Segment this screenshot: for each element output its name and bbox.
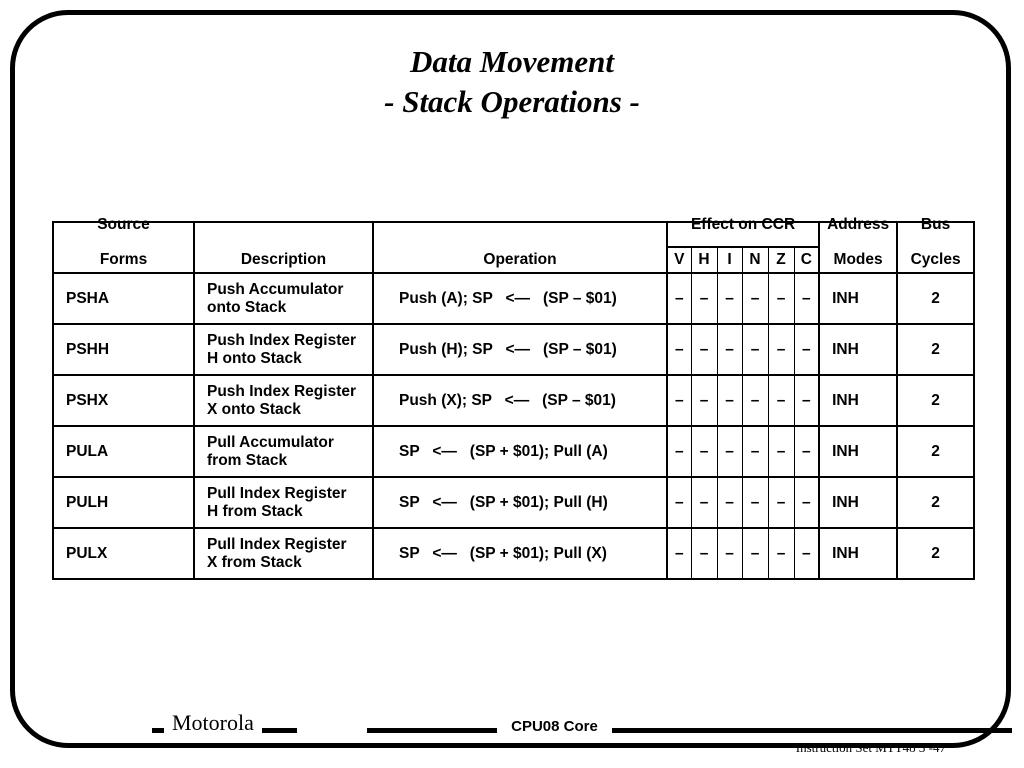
flag-n: – [742,375,768,426]
operation-cell: SP <— (SP + $01); Pull (H) [373,477,667,528]
address-mode: INH [819,375,897,426]
flag-z: – [768,528,794,579]
header-row-top [53,222,974,247]
header-bus-top [897,216,974,247]
description-line2: X onto Stack [207,400,301,418]
flag-z: – [768,375,794,426]
bus-cycles: 2 [897,375,974,426]
table-row [53,273,974,324]
flag-i: – [717,426,742,477]
flag-c: – [794,528,819,579]
header-address-top [819,216,897,247]
header-flag-h: H [691,247,717,273]
operation-cell: Push (X); SP <— (SP – $01) [373,375,667,426]
description-line1: Push Accumulator [207,280,344,298]
flag-n: – [742,528,768,579]
address-mode: INH [819,324,897,375]
source-form: PSHA [53,273,194,324]
header-bus-line1: Bus [920,216,951,233]
flag-v: – [667,273,691,324]
flag-c: – [794,426,819,477]
table-row [53,528,974,579]
flag-i: – [717,477,742,528]
flag-h: – [691,375,717,426]
bus-cycles: 2 [897,426,974,477]
header-bus-line2: Cycles [897,247,974,273]
instruction-table [52,216,975,580]
slide-subtitle: - Stack Operations - [384,84,640,119]
flag-z: – [768,324,794,375]
operation-cell: Push (A); SP <— (SP – $01) [373,273,667,324]
header-description: Description [194,247,373,273]
flag-n: – [742,477,768,528]
flag-v: – [667,375,691,426]
table-row [53,426,974,477]
bus-cycles: 2 [897,324,974,375]
source-form: PULX [53,528,194,579]
flag-h: – [691,477,717,528]
description-line2: X from Stack [207,553,302,571]
flag-v: – [667,528,691,579]
flag-c: – [794,324,819,375]
source-form: PSHX [53,375,194,426]
description-line2: onto Stack [207,298,287,316]
header-address-line2: Modes [819,247,897,273]
header-operation: Operation [373,247,667,273]
description-line1: Pull Index Register [207,484,347,502]
flag-i: – [717,324,742,375]
description-cell [194,477,373,528]
source-form: PULH [53,477,194,528]
description-line2: H from Stack [207,502,303,520]
flag-h: – [691,324,717,375]
address-mode: INH [819,273,897,324]
flag-i: – [717,273,742,324]
description-line1: Push Index Register [207,331,357,349]
flag-n: – [742,324,768,375]
header-flag-n: N [742,247,768,273]
bus-cycles: 2 [897,528,974,579]
operation-cell: SP <— (SP + $01); Pull (X) [373,528,667,579]
description-line2: H onto Stack [207,349,302,367]
footer-brand: Motorola [164,710,262,736]
flag-h: – [691,273,717,324]
source-form: PSHH [53,324,194,375]
header-operation-top [373,222,667,247]
description-line1: Push Index Register [207,382,357,400]
slide-title: Data Movement [409,44,615,79]
footer-page-number: Instruction Set MTT48 3 -47 [795,740,946,755]
flag-z: – [768,426,794,477]
flag-n: – [742,273,768,324]
footer-rule-center-left [367,728,497,733]
flag-z: – [768,273,794,324]
operation-cell: SP <— (SP + $01); Pull (A) [373,426,667,477]
header-flag-z: Z [768,247,794,273]
header-source-line1: Source [97,216,150,233]
description-cell [194,426,373,477]
address-mode: INH [819,477,897,528]
bus-cycles: 2 [897,273,974,324]
description-line1: Pull Index Register [207,535,347,553]
flag-c: – [794,477,819,528]
table-row [53,375,974,426]
description-cell [194,324,373,375]
operation-cell: Push (H); SP <— (SP – $01) [373,324,667,375]
footer-course-title: CPU08 Core [511,718,598,735]
flag-v: – [667,324,691,375]
header-flag-c: C [794,247,819,273]
header-ccr-label: Effect on CCR [690,216,796,233]
header-flag-i: I [717,247,742,273]
flag-i: – [717,375,742,426]
header-source-line2: Forms [53,247,194,273]
bus-cycles: 2 [897,477,974,528]
description-line2: from Stack [207,451,288,469]
flag-z: – [768,477,794,528]
header-flag-v: V [667,247,691,273]
flag-v: – [667,426,691,477]
flag-c: – [794,375,819,426]
flag-v: – [667,477,691,528]
header-source-top [53,216,194,247]
source-form: PULA [53,426,194,477]
address-mode: INH [819,528,897,579]
address-mode: INH [819,426,897,477]
description-cell [194,375,373,426]
header-address-line1: Address [827,216,890,233]
header-description-top [194,222,373,247]
flag-i: – [717,528,742,579]
header-row-bottom [53,247,974,273]
description-cell [194,528,373,579]
flag-c: – [794,273,819,324]
flag-h: – [691,528,717,579]
footer-rule-right [612,728,1012,733]
flag-h: – [691,426,717,477]
header-ccr [667,216,819,247]
table-row [53,477,974,528]
table-row [53,324,974,375]
description-line1: Pull Accumulator [207,433,334,451]
flag-n: – [742,426,768,477]
description-cell [194,273,373,324]
